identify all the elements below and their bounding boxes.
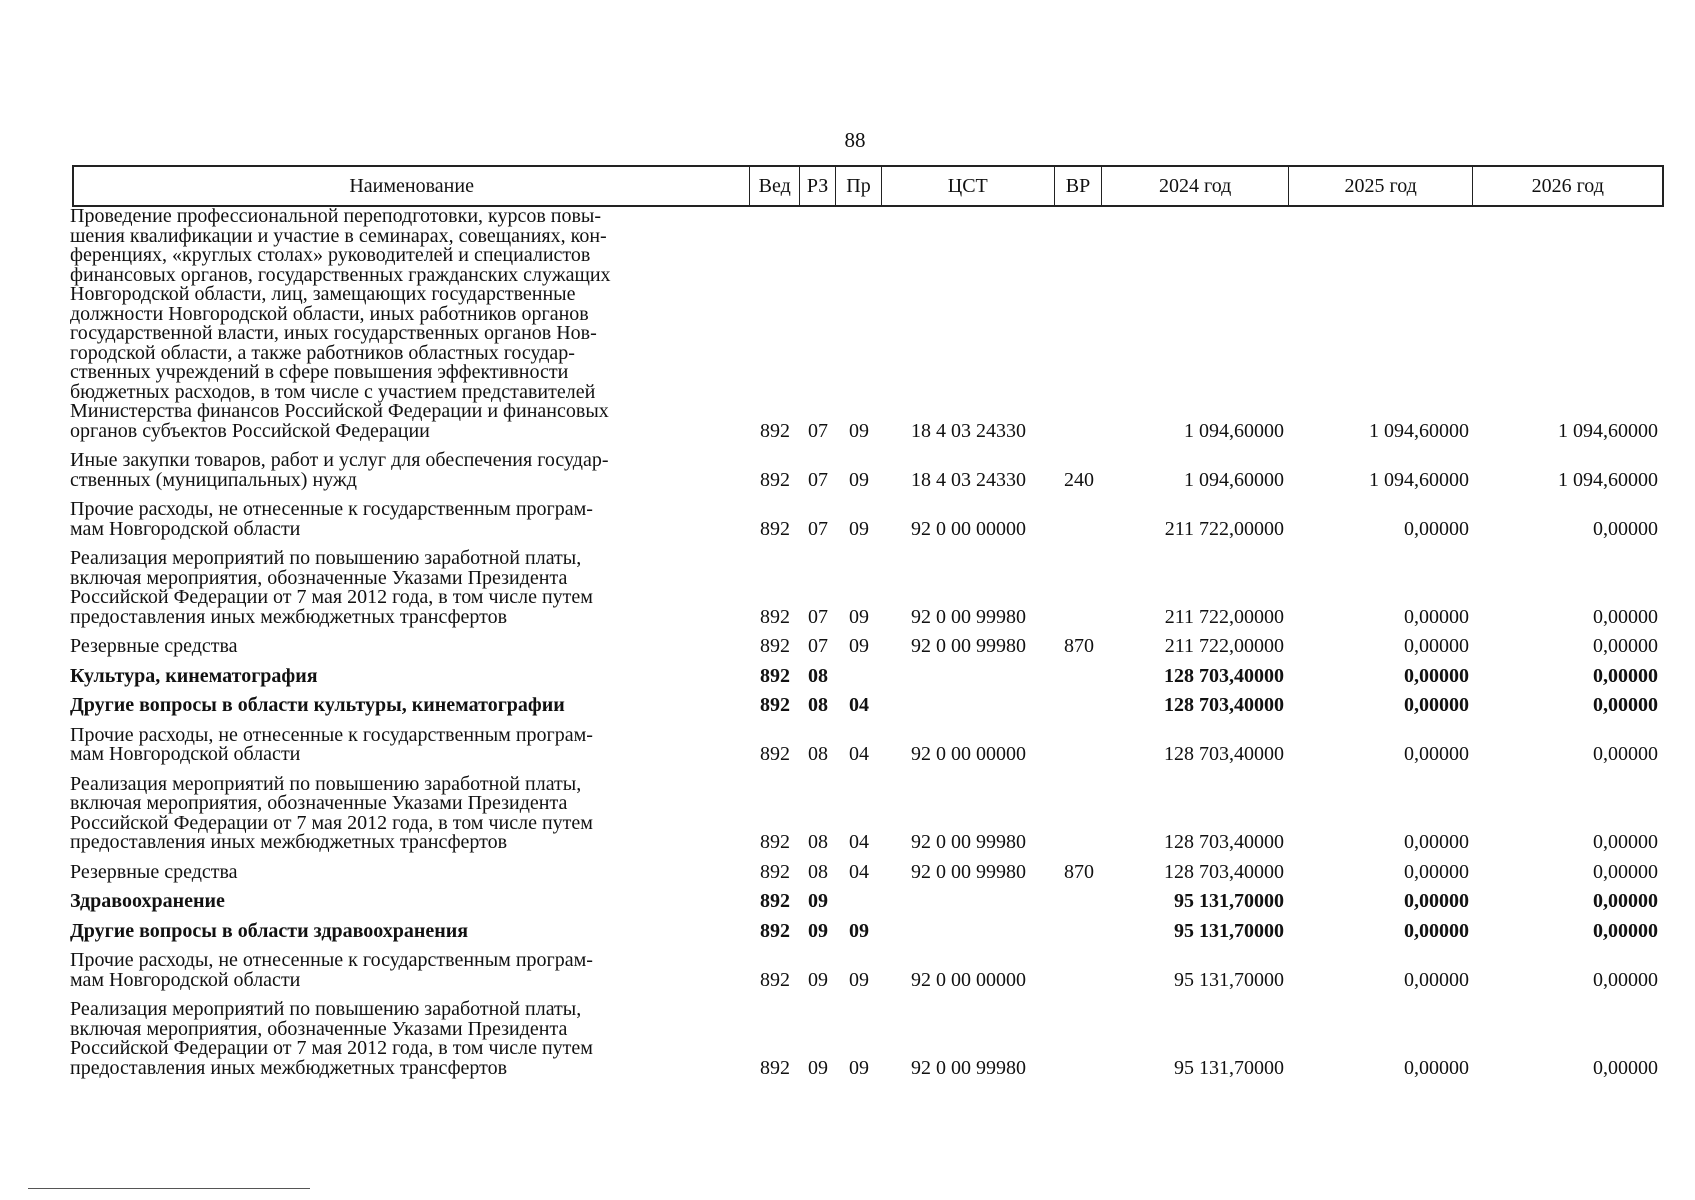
header-name: Наименование xyxy=(74,167,750,205)
row-cst: 18 4 03 24330 xyxy=(911,468,1026,491)
table-row xyxy=(70,723,1666,765)
row-ved: 892 xyxy=(760,468,790,491)
row-name: Реализация мероприятий по повышению заработной платы, включая мероприятия, обозначенные Указами Президента Российской Федерации от 7 мая 2012 года, в том числе путем предоставления иных межбюджетных трансфертов xyxy=(70,547,593,628)
row-rz: 09 xyxy=(808,890,828,912)
row-rz: 07 xyxy=(808,419,828,442)
table-row xyxy=(70,664,1666,687)
row-cst: 92 0 00 00000 xyxy=(911,743,1026,765)
header-cst: ЦСТ xyxy=(882,167,1055,205)
row-value-2024: 95 131,70000 xyxy=(1174,1056,1284,1079)
row-pr: 09 xyxy=(849,968,869,991)
row-value-2024: 128 703,40000 xyxy=(1164,831,1284,853)
row-name: Резервные средства xyxy=(70,635,238,657)
row-name: Другие вопросы в области здравоохранения xyxy=(70,919,469,942)
row-ved: 892 xyxy=(760,517,790,540)
row-value-2025: 1 094,60000 xyxy=(1369,419,1469,442)
row-ved: 892 xyxy=(760,694,790,716)
row-ved: 892 xyxy=(760,919,790,942)
row-ved: 892 xyxy=(760,860,790,883)
row-name: Культура, кинематография xyxy=(70,664,318,687)
row-value-2024: 211 722,00000 xyxy=(1164,517,1284,540)
row-rz: 09 xyxy=(808,919,828,942)
row-ved: 892 xyxy=(760,743,790,765)
row-name: Здравоохранение xyxy=(70,890,225,912)
table-row xyxy=(70,951,1666,990)
row-vr: 870 xyxy=(1064,635,1094,657)
row-value-2026: 0,00000 xyxy=(1593,664,1658,687)
table-row xyxy=(70,1000,1666,1078)
row-value-2026: 0,00000 xyxy=(1593,517,1658,540)
row-value-2025: 0,00000 xyxy=(1404,890,1469,912)
row-cst: 18 4 03 24330 xyxy=(911,419,1026,442)
row-value-2025: 0,00000 xyxy=(1404,860,1469,883)
row-value-2025: 0,00000 xyxy=(1404,664,1469,687)
row-vr: 240 xyxy=(1064,468,1094,491)
row-value-2026: 1 094,60000 xyxy=(1558,468,1658,491)
row-pr: 04 xyxy=(849,743,869,765)
row-cst: 92 0 00 99980 xyxy=(911,860,1026,883)
row-rz: 07 xyxy=(808,517,828,540)
row-value-2026: 0,00000 xyxy=(1593,968,1658,991)
row-value-2024: 95 131,70000 xyxy=(1174,968,1284,991)
table-row xyxy=(70,696,1666,716)
footer-divider xyxy=(28,1188,310,1189)
row-value-2025: 0,00000 xyxy=(1404,635,1469,657)
row-rz: 08 xyxy=(808,831,828,853)
row-cst: 92 0 00 00000 xyxy=(911,968,1026,991)
row-value-2025: 0,00000 xyxy=(1404,605,1469,628)
row-value-2026: 1 094,60000 xyxy=(1558,419,1658,442)
row-ved: 892 xyxy=(760,968,790,991)
row-pr: 09 xyxy=(849,419,869,442)
row-cst: 92 0 00 99980 xyxy=(911,605,1026,628)
row-name: Другие вопросы в области культуры, кинематографии xyxy=(70,694,565,716)
table-header xyxy=(72,165,1664,207)
row-cst: 92 0 00 99980 xyxy=(911,635,1026,657)
row-rz: 08 xyxy=(808,860,828,883)
row-value-2024: 128 703,40000 xyxy=(1164,664,1284,687)
row-vr: 870 xyxy=(1064,860,1094,883)
row-ved: 892 xyxy=(760,664,790,687)
row-value-2026: 0,00000 xyxy=(1593,831,1658,853)
row-rz: 08 xyxy=(808,664,828,687)
row-pr: 09 xyxy=(849,635,869,657)
row-pr: 04 xyxy=(849,831,869,853)
table-row xyxy=(70,772,1666,853)
row-rz: 07 xyxy=(808,468,828,491)
row-pr: 04 xyxy=(849,694,869,716)
row-name: Резервные средства xyxy=(70,860,238,883)
row-pr: 04 xyxy=(849,860,869,883)
header-rz: РЗ xyxy=(800,167,836,205)
row-ved: 892 xyxy=(760,419,790,442)
row-name: Прочие расходы, не отнесенные к государственным програм- мам Новгородской области xyxy=(70,498,593,540)
table-row xyxy=(70,207,1666,441)
row-value-2024: 211 722,00000 xyxy=(1164,605,1284,628)
table-row xyxy=(70,919,1666,942)
row-name: Реализация мероприятий по повышению заработной платы, включая мероприятия, обозначенные Указами Президента Российской Федерации от 7 мая 2012 года, в том числе путем предоставления иных межбюджетных трансфертов xyxy=(70,998,593,1079)
row-value-2025: 0,00000 xyxy=(1404,919,1469,942)
header-2026: 2026 год xyxy=(1531,174,1604,197)
table-row xyxy=(70,451,1666,490)
row-value-2026: 0,00000 xyxy=(1593,694,1658,716)
table-body xyxy=(70,207,1666,1078)
header-2025: 2025 год xyxy=(1289,167,1474,205)
row-rz: 07 xyxy=(808,605,828,628)
row-name: Иные закупки товаров, работ и услуг для обеспечения государ- ственных (муниципальных) нужд xyxy=(70,449,609,491)
row-name: Проведение профессиональной переподготовки, курсов повы- шения квалификации и участие в семинарах, совещаниях, кон- ференциях, «круглых столах» руководителей и специалистов финансовых органов, государственных гражданских служащих Новгородской области, лиц, замещающих государственные должности Новгородской области, иных работников органов государственной власти, иных государственных органов Нов- городской области, а также работников областных государ- ственных учреждений в сфере повышения эффективности бюджетных расходов, в том числе с участием представителей Министерства финансов Российской Федерации и финансовых органов субъектов Российской Федерации xyxy=(70,205,611,442)
row-name: Реализация мероприятий по повышению заработной платы, включая мероприятия, обозначенные Указами Президента Российской Федерации от 7 мая 2012 года, в том числе путем предоставления иных межбюджетных трансфертов xyxy=(70,772,593,853)
row-value-2025: 1 094,60000 xyxy=(1369,468,1469,491)
row-value-2026: 0,00000 xyxy=(1593,919,1658,942)
page-number: 88 xyxy=(844,128,866,152)
row-value-2025: 0,00000 xyxy=(1404,968,1469,991)
row-value-2024: 128 703,40000 xyxy=(1164,694,1284,716)
row-value-2026: 0,00000 xyxy=(1593,890,1658,912)
row-value-2026: 0,00000 xyxy=(1593,635,1658,657)
header-2024: 2024 год xyxy=(1102,167,1289,205)
row-pr: 09 xyxy=(849,919,869,942)
row-ved: 892 xyxy=(760,635,790,657)
row-pr: 09 xyxy=(849,517,869,540)
row-value-2025: 0,00000 xyxy=(1404,743,1469,765)
row-rz: 08 xyxy=(808,743,828,765)
row-ved: 892 xyxy=(760,890,790,912)
row-cst: 92 0 00 99980 xyxy=(911,831,1026,853)
row-value-2024: 211 722,00000 xyxy=(1164,635,1284,657)
row-pr: 09 xyxy=(849,468,869,491)
row-value-2026: 0,00000 xyxy=(1593,605,1658,628)
row-rz: 09 xyxy=(808,1056,828,1079)
row-ved: 892 xyxy=(760,1056,790,1079)
row-value-2024: 128 703,40000 xyxy=(1164,860,1284,883)
header-vr: ВР xyxy=(1055,167,1103,205)
table-row xyxy=(70,549,1666,627)
row-value-2026: 0,00000 xyxy=(1593,1056,1658,1079)
row-rz: 09 xyxy=(808,968,828,991)
row-name: Прочие расходы, не отнесенные к государственным програм- мам Новгородской области xyxy=(70,949,593,991)
row-value-2025: 0,00000 xyxy=(1404,694,1469,716)
table-row xyxy=(70,500,1666,539)
row-value-2024: 95 131,70000 xyxy=(1174,919,1284,942)
row-pr: 09 xyxy=(849,605,869,628)
row-value-2024: 95 131,70000 xyxy=(1174,890,1284,912)
row-cst: 92 0 00 99980 xyxy=(911,1056,1026,1079)
row-value-2025: 0,00000 xyxy=(1404,517,1469,540)
row-ved: 892 xyxy=(760,831,790,853)
row-value-2025: 0,00000 xyxy=(1404,831,1469,853)
row-value-2024: 1 094,60000 xyxy=(1184,468,1284,491)
row-value-2024: 1 094,60000 xyxy=(1184,419,1284,442)
row-value-2024: 128 703,40000 xyxy=(1164,743,1284,765)
row-rz: 07 xyxy=(808,635,828,657)
row-cst: 92 0 00 00000 xyxy=(911,517,1026,540)
row-value-2025: 0,00000 xyxy=(1404,1056,1469,1079)
row-value-2026: 0,00000 xyxy=(1593,860,1658,883)
table-row xyxy=(70,892,1666,912)
row-pr: 09 xyxy=(849,1056,869,1079)
table-row xyxy=(70,637,1666,657)
header-ved: Вед xyxy=(750,167,800,205)
row-ved: 892 xyxy=(760,605,790,628)
header-pr: Пр xyxy=(836,167,882,205)
row-name: Прочие расходы, не отнесенные к государственным програм- мам Новгородской области xyxy=(70,723,593,765)
row-rz: 08 xyxy=(808,694,828,716)
row-value-2026: 0,00000 xyxy=(1593,743,1658,765)
table-row xyxy=(70,860,1666,883)
